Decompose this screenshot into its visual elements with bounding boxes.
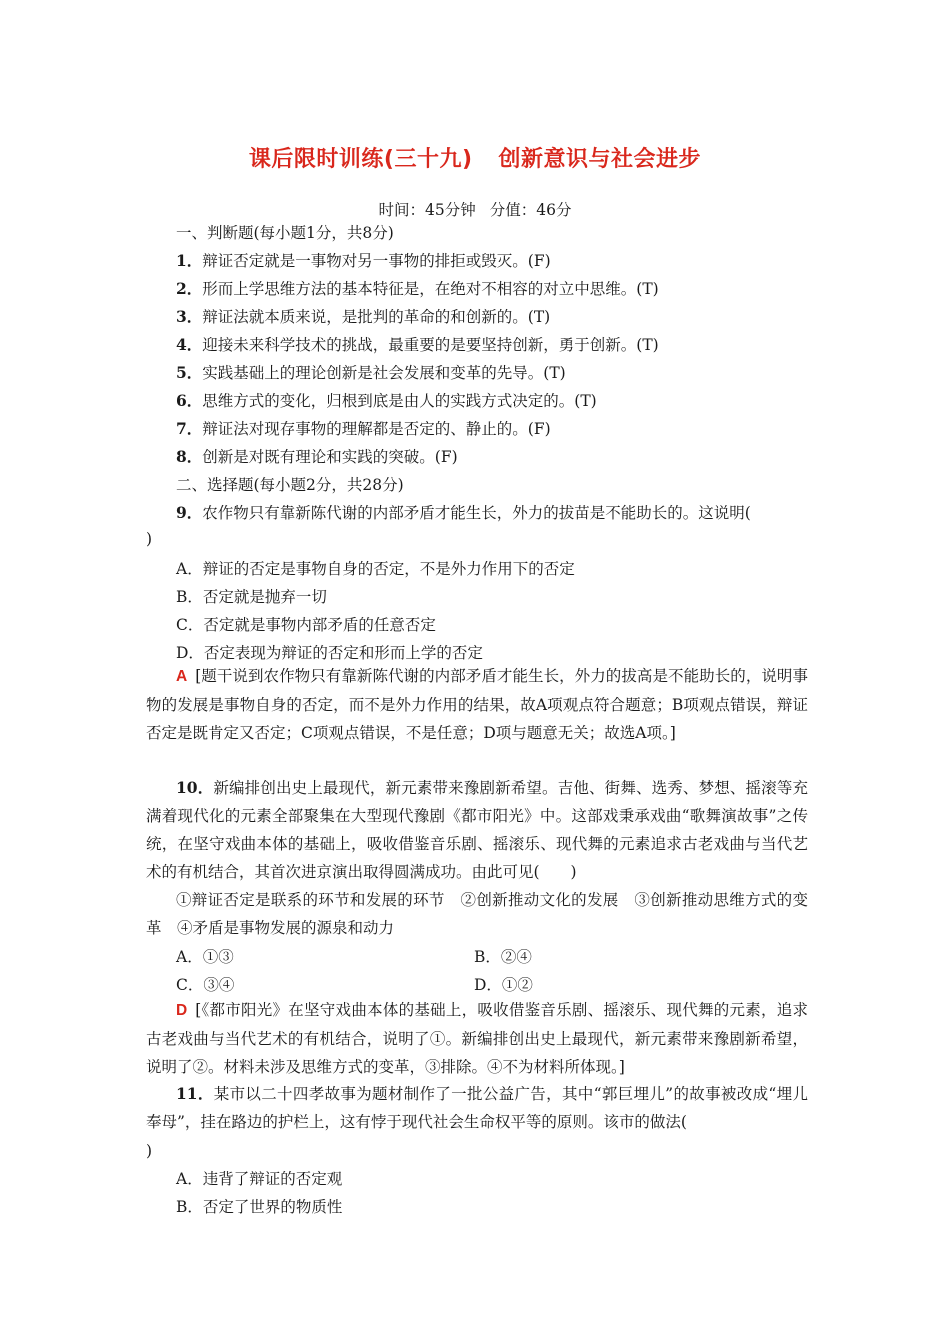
statement-choices: ①辩证否定是联系的环节和发展的环节 ②创新推动文化的发展 ③创新推动思维方式的变革 ④矛盾是事物发展的源泉和动力 <box>146 891 808 937</box>
choice-option: A．辩证的否定是事物自身的否定，不是外力作用下的否定 <box>176 560 575 578</box>
tf-item: 8．创新是对既有理论和实践的突破。(F) <box>176 447 458 466</box>
choice-option: B．否定就是抛弃一切 <box>176 588 327 606</box>
tf-item: 4．迎接未来科学技术的挑战，最重要的是要坚持创新，勇于创新。(T) <box>176 335 659 354</box>
choice-option: A．违背了辩证的否定观 <box>176 1170 343 1188</box>
tf-item: 6．思维方式的变化，归根到底是由人的实践方式决定的。(T) <box>176 391 597 410</box>
answer-letter: A <box>176 668 188 685</box>
choice-option: B．否定了世界的物质性 <box>176 1198 343 1216</box>
choice-option: C．③④ <box>176 976 235 994</box>
page-title <box>0 142 950 173</box>
total-score: 分值：46分 <box>489 201 572 219</box>
choice-option: A．①③ <box>176 948 234 966</box>
exam-meta <box>0 198 950 220</box>
choice-option: C．否定就是事物内部矛盾的任意否定 <box>176 616 436 634</box>
question-stem: 10．新编排创出史上最现代，新元素带来豫剧新希望。吉他、街舞、选秀、梦想、摇滚等充满着现代化的元素全部聚集在大型现代豫剧《都市阳光》中。这部戏秉承戏曲“歌舞演故事”之传统，在坚守戏曲本体的基础上，吸收借鉴音乐剧、摇滚乐、现代舞的元素追求古老戏曲与当代艺术的有机结合，其首次进京演出取得圆满成功。由此可见( ) <box>146 778 808 881</box>
choice-option: B．②④ <box>474 948 532 966</box>
tf-item: 7．辩证法对现存事物的理解都是否定的、静止的。(F) <box>176 419 551 438</box>
title-sub: 创新意识与社会进步 <box>498 147 702 172</box>
tf-item: 1．辩证否定就是一事物对另一事物的排拒或毁灭。(F) <box>176 251 551 270</box>
time-limit: 时间：45分钟 <box>378 201 476 219</box>
question-stem: 9．农作物只有靠新陈代谢的内部矛盾才能生长，外力的拔苗是不能助长的。这说明( <box>176 503 751 522</box>
tf-item: 5．实践基础上的理论创新是社会发展和变革的先导。(T) <box>176 363 566 382</box>
section-heading: 二、选择题(每小题2分，共28分) <box>176 476 404 494</box>
question-stem-end: ) <box>146 530 153 548</box>
choice-option: D．①② <box>474 976 533 994</box>
answer-explanation: D [《都市阳光》在坚守戏曲本体的基础上，吸收借鉴音乐剧、摇滚乐、现代舞的元素，追求古老戏曲与当代艺术的有机结合，说明了①。新编排创出史上最现代，新元素带来豫剧新希望，说明了②。材料未涉及思维方式的变革，③排除。④不为材料所体现。] <box>146 1001 808 1076</box>
choice-option: D．否定表现为辩证的否定和形而上学的否定 <box>176 644 483 662</box>
answer-letter: D <box>176 1002 188 1019</box>
tf-item: 2．形而上学思维方法的基本特征是，在绝对不相容的对立中思维。(T) <box>176 279 659 298</box>
tf-item: 3．辩证法就本质来说，是批判的革命的和创新的。(T) <box>176 307 551 326</box>
title-main: 课后限时训练(三十九) <box>248 147 473 172</box>
answer-explanation: A [题干说到农作物只有靠新陈代谢的内部矛盾才能生长，外力的拔高是不能助长的，说明事物的发展是事物自身的否定，而不是外力作用的结果，故A项观点符合题意；B项观点错误，辩证否定是既肯定又否定；C项观点错误，不是任意；D项与题意无关；故选A项。] <box>146 667 808 742</box>
section-heading: 一、判断题(每小题1分，共8分) <box>176 224 394 242</box>
question-stem: 11．某市以二十四孝故事为题材制作了一批公益广告，其中“郭巨埋儿”的故事被改成“埋儿奉母”，挂在路边的护栏上，这有悖于现代社会生命权平等的原则。该市的做法( <box>146 1084 808 1131</box>
question-stem-end: ) <box>146 1142 153 1160</box>
